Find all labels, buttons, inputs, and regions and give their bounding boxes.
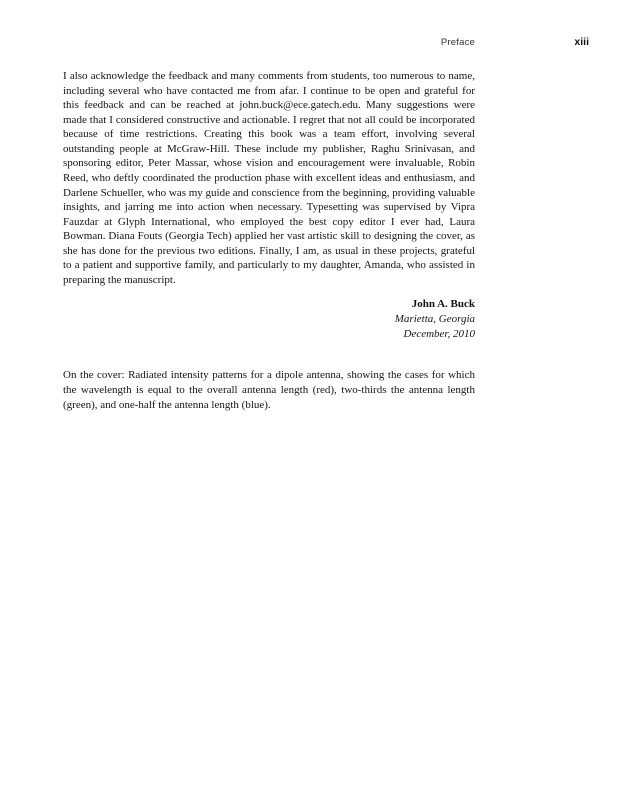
running-head: Preface: [440, 37, 475, 48]
cover-note-paragraph: On the cover: Radiated intensity patterns for a dipole antenna, showing the cases for which the wavelength is equal to the overall antenna length (red), two-thirds the antenna length (green), and one-half the antenna length (blue).: [63, 369, 475, 411]
acknowledgments-paragraph: I also acknowledge the feedback and many comments from students, too numerous to name, including several who have contacted me from afar. I continue to be open and grateful for this feedback and can be reached at john.buck@ece.gatech.edu. Many suggestions were made that I considered constructive and actionable. I regret that not all could be incorporated because of time restrictions. Creating this book was a team effort, involving several outstanding people at McGraw-Hill. These include my publisher, Raghu Srinivasan, and sponsoring editor, Peter Massar, whose vision and encouragement were invaluable, Robin Reed, who deftly coordinated the production phase with excellent ideas and enthusiasm, and Darlene Schueller, who was my guide and conscience from the beginning, providing valuable insights, and jarring me into action when necessary. Typesetting was supervised by Vipra Fauzdar at Glyph International, who employed the best copy editor I ever had, Laura Bowman. Diana Fouts (Georgia Tech) applied her vast artistic skill to designing the cover, as she has done for the previous two editions. Finally, I am, as usual in these projects, grateful to a patient and supportive family, and particularly to my daughter, Amanda, who assisted in preparing the manuscript.: [63, 70, 475, 286]
page-number: xiii: [574, 36, 589, 48]
signature-date: December, 2010: [403, 328, 475, 341]
text-column: [63, 69, 475, 412]
signature-block: [63, 297, 475, 342]
author-location: Marietta, Georgia: [394, 313, 475, 326]
author-name: John A. Buck: [411, 298, 475, 311]
